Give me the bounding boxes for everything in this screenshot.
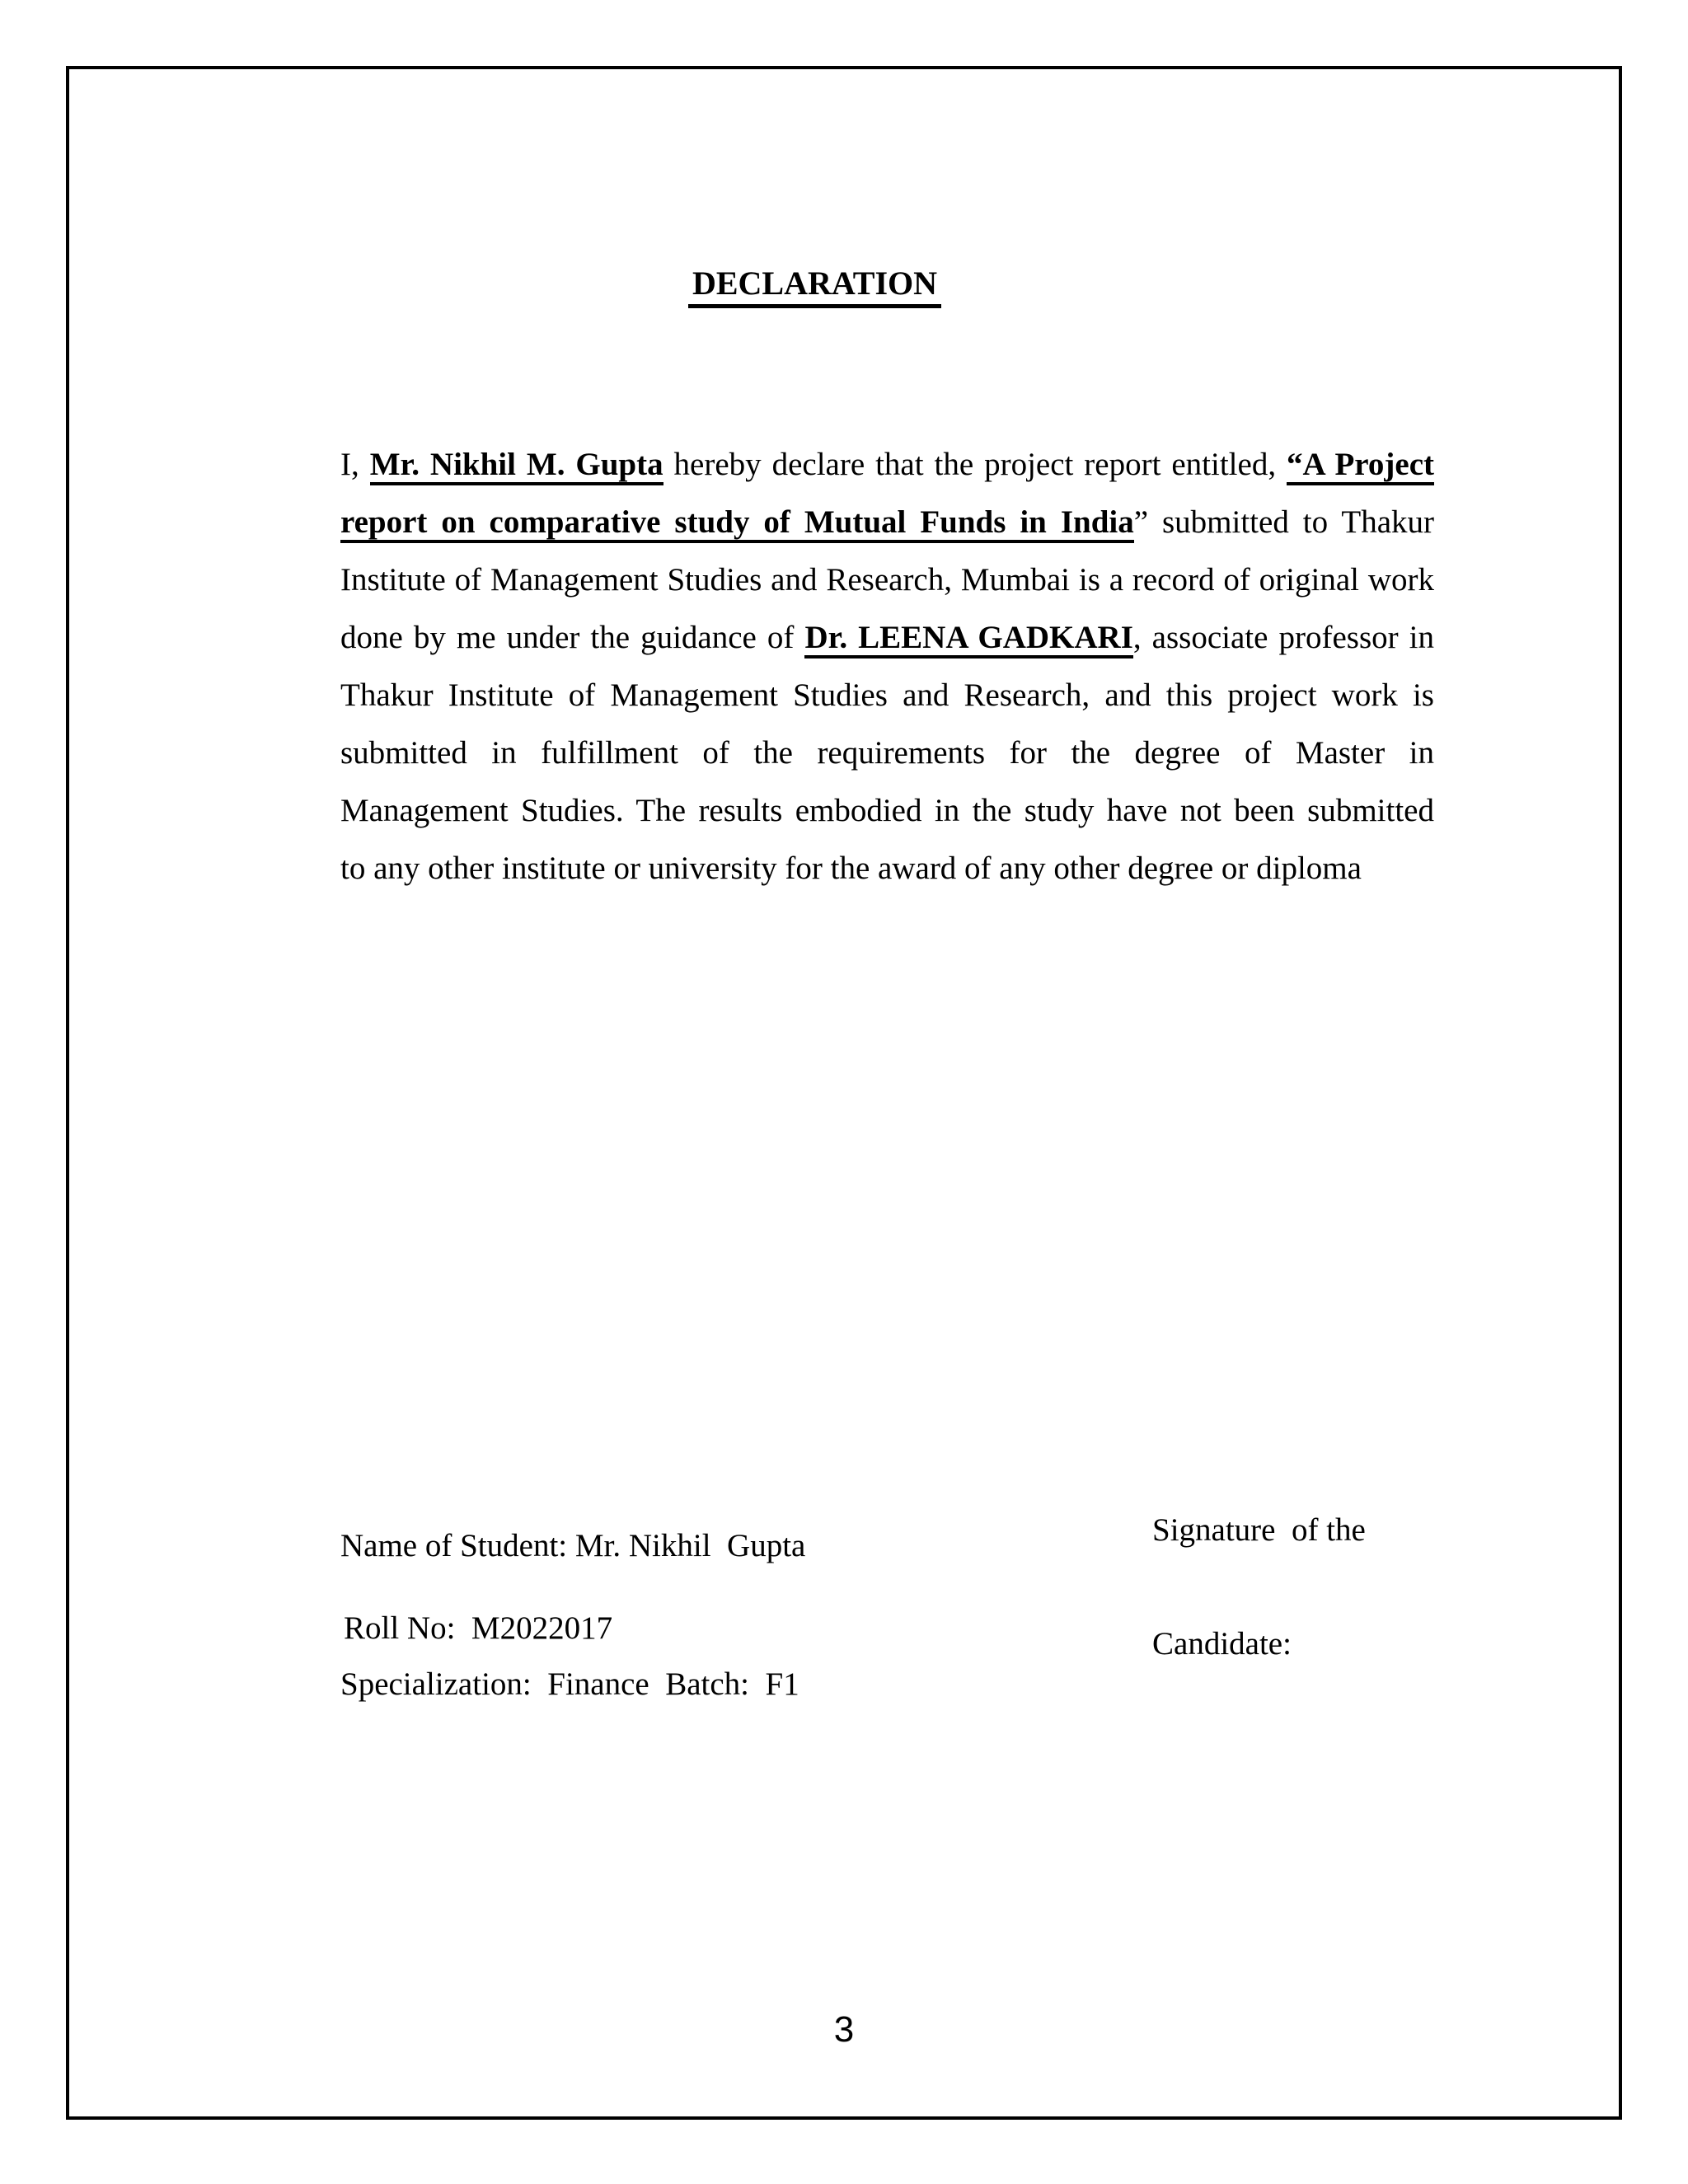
- paragraph-line-4: [340, 609, 1434, 667]
- text-segment: hereby declare that the project report entitled,: [663, 447, 1287, 482]
- paragraph-line-5: [340, 667, 1434, 724]
- specialization-line: Specialization: Finance Batch: F1: [340, 1666, 799, 1702]
- paragraph-line-1: [340, 436, 1434, 494]
- title-container: [340, 265, 1434, 308]
- signature-label-line-2: Candidate:: [1152, 1626, 1292, 1661]
- page-title: DECLARATION: [688, 265, 941, 308]
- text-segment: Institute of Management Studies and Research, Mumbai is a record of original work: [340, 562, 1434, 598]
- text-segment: ” submitted to Thakur: [1133, 504, 1435, 540]
- report-title-bold: report on comparative study of Mutual Funds in India: [340, 504, 1134, 543]
- student-name-bold: Mr. Nikhil M. Gupta: [370, 447, 663, 485]
- text-segment: Thakur Institute of Management Studies and Research, and this project work is: [340, 677, 1434, 713]
- text-segment: I,: [340, 447, 370, 482]
- paragraph-line-6: [340, 724, 1434, 782]
- text-segment: done by me under the guidance of: [340, 620, 805, 655]
- paragraph-line-3: [340, 551, 1434, 609]
- paragraph-line-8: [340, 840, 1434, 898]
- text-segment: , associate professor in: [1132, 620, 1434, 655]
- page-border: [66, 66, 1622, 2120]
- text-segment: submitted in fulfillment of the requirements for the degree of Master in: [340, 735, 1434, 771]
- text-segment: Management Studies. The results embodied in the study have not been submitted: [340, 793, 1434, 828]
- student-name-line: Name of Student: Mr. Nikhil Gupta: [340, 1528, 806, 1563]
- guide-name-bold: Dr. LEENA GADKARI: [804, 620, 1132, 658]
- paragraph-line-7: [340, 782, 1434, 840]
- page-number: 3: [833, 2009, 855, 2050]
- signature-label-line-1: Signature of the: [1152, 1512, 1366, 1548]
- text-segment: to any other institute or university for the award of any other degree or diploma: [340, 851, 1362, 886]
- roll-number-line: Roll No: M2022017: [344, 1610, 613, 1646]
- declaration-paragraph: [340, 436, 1434, 898]
- report-title-bold: “A Project: [1287, 447, 1434, 485]
- signature-label: [1152, 1436, 1366, 1701]
- paragraph-line-2: [340, 494, 1434, 551]
